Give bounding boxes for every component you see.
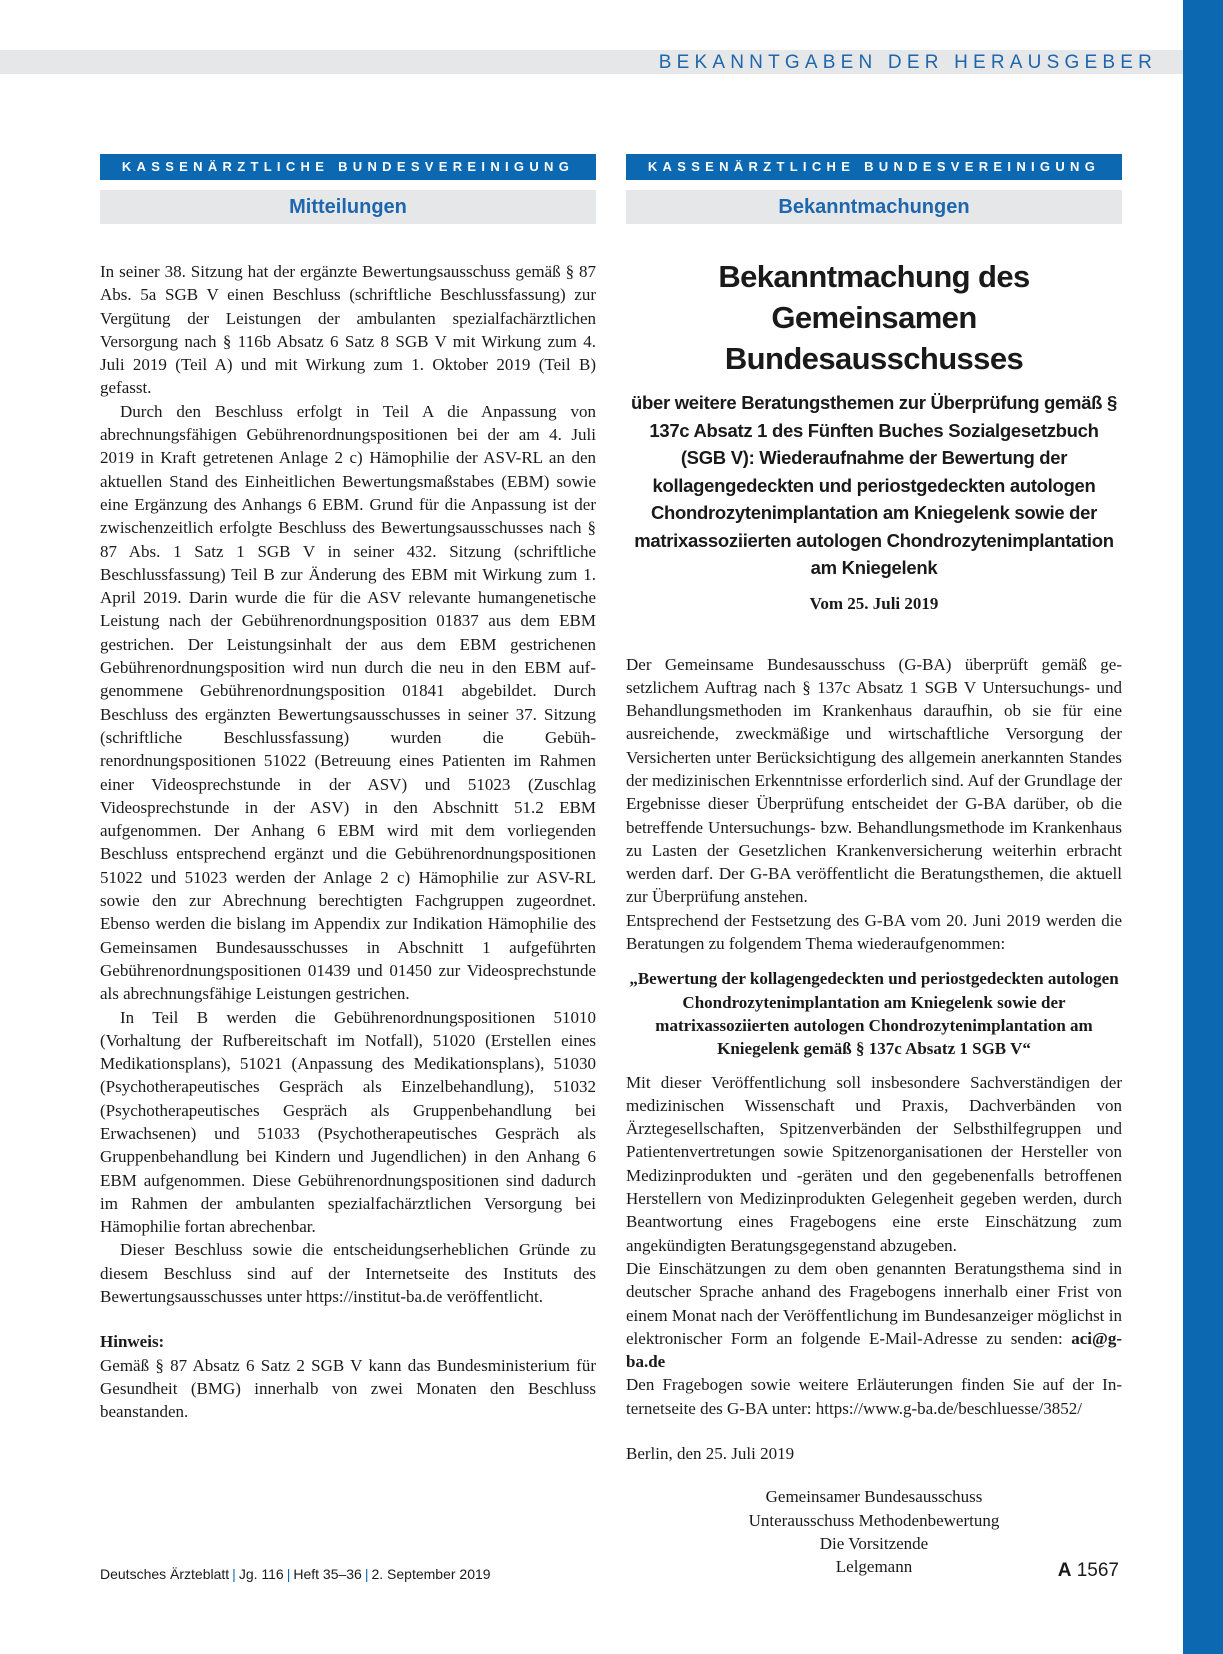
page-letter: A [1057,1560,1072,1581]
right-column [626,154,1122,1578]
announcement-headline: Bekanntmachung des Gemeinsamen Bundesausschusses [718,259,1030,376]
right-paragraph-1: Der Gemeinsame Bundesausschuss (G-BA) überprüft gemäß gesetzlichem Auftrag nach § 137c Absatz 1 SGB V Untersuchungs- und Behandlungsmethoden im Krankenhaus daraufhin, ob sie für eine ausreichende, zweckmäßige und wirtschaftliche Versorgung der Versicherten unter Berücksichtigung des allgemein anerkannten Standes der medizinischen Erkenntnisse erforderlich sind. Auf der Grundlage der Ergebnisse dieser Überprüfung entscheidet der G-BA darüber, ob die betreffende Untersuchungs- bzw. Behandlungsmethode im Krankenhaus zu Lasten der Gesetzlichen Krankenversicherung weiterhin erbracht werden darf. Der G-BA veröffentlicht die Beratungsthemen, die aktuell zur Überprüfung anstehen. [626,654,1122,907]
page-number [1058,1560,1119,1582]
left-paragraph-3: In Teil B werden die Gebührenordnungspositionen 51010 (Vorhaltung der Rufbereitschaft im Notfall), 51020 (Erstellen eines Medikationsplans), 51021 (Anpassung des Medikationsplans), 51030 (Psychotherapeutisches Gespräch als Einzelbehandlung), 51032 (Psychotherapeutisches Gespräch als Gruppenbehandlung bei Erwachsenen) und 51033 (Psychotherapeutisches Gespräch als Gruppenbehandlung bei Kindern und Jugendlichen) in den Anhang 6 EBM aufgenommen. Diese Gebührenordnungspositionen sind dadurch im Rahmen der ambulanten spezialfachärztlichen Versorgung bei Hämophilie fortan abrechenbar. [100,1007,596,1237]
footer-separator: | [232,1566,236,1582]
signature-line-4: Lelgemann [835,1557,913,1577]
announcement-subheadline: über weitere Beratungsthemen zur Überprüfung gemäß § 137c Absatz 1 des Fünften Buches Sozialgesetzbuch (SGB V): Wiederaufnahme der Bewertung der kollagengedeckten und periostgedeckten autologen Chondrozytenimplantation am Kniegelenk sowie der matrixassoziierten autologen Chondrozytenimplantation am Kniegelenk [630,392,1118,578]
section-title: BEKANNTGABEN DER HERAUSGEBER [658,52,1157,73]
right-paragraph-3: Mit dieser Veröffentlichung soll insbesondere Sachverständigen der medizinischen Wissenschaft und Praxis, Dachverbänden von Ärztegesellschaften, Spitzenverbänden der Selbsthilfegruppen und Patientenvertretungen sowie Spitzenorganisationen der Hersteller von Medizinprodukten und -geräten und den gegebenenfalls betroffenen Herstellern von Medizinprodukten Gelegenheit gegeben werden, durch Beantwortung eines Fragebogens eine erste Einschätzung zum angekündigten Beratungsgegenstand abzugeben. [626,1072,1122,1255]
left-paragraph-1: In seiner 38. Sitzung hat der ergänzte Bewertungsausschuss gemäß § 87 Abs. 5a SGB V einen Beschluss (schriftliche Beschlussfassung) zur Vergütung der Leistungen der ambulanten spezialfachärztlichen Versorgung nach § 116b Absatz 6 Satz 8 SGB V mit Wirkung zum 4. Juli 2019 (Teil A) und mit Wirkung zum 1. Oktober 2019 (Teil B) gefasst. [100,262,596,398]
announcement-date: Vom 25. Juli 2019 [809,593,939,613]
right-paragraph-2: Entsprechend der Festsetzung des G-BA vom 20. Juni 2019 werden die Beratungen zu folgendem Thema wiederaufgenommen: [626,910,1122,954]
left-column [100,154,596,1424]
edge-stripe [1183,0,1223,1654]
place-date: Berlin, den 25. Juli 2019 [626,1444,795,1463]
hinweis-text: Gemäß § 87 Absatz 6 Satz 2 SGB V kann das Bundesministerium für Gesundheit (BMG) innerhalb von zwei Monaten den Beschluss beanstanden. [100,1355,596,1422]
email-address: aci@g-ba.de [626,1328,1122,1372]
signature-line-3: Die Vorsitzende [819,1533,929,1553]
signature-line-1: Gemeinsamer Bundesausschuss [765,1487,983,1507]
footer-volume: Jg. 116 [238,1566,284,1582]
footer-journal: Deutsches Ärzteblatt [100,1566,230,1582]
signature-block [626,1485,1122,1578]
hinweis-title: Hinweis: [100,1332,165,1352]
left-category-bar: Mitteilungen [100,190,596,224]
left-article-body [100,260,596,1308]
left-paragraph-2: Durch den Beschluss erfolgt in Teil A die Anpassung von abrechnungsfähigen Gebührenordnungspositionen bei der am 4. Juli 2019 in Kraft getretenen Anlage 2 c) Hämophilie der ASV-RL an den aktuellen Stand des Einheitlichen Bewertungsmaßstabes (EBM) sowie eine Ergänzung des Anhangs 6 EBM. Grund für die Anpassung ist der zwischenzeitlich erfolgte Beschluss des Bewertungsausschusses nach § 87 Abs. 1 Satz 1 SGB V in seiner 432. Sitzung (schriftliche Beschlussfassung) Teil B zur Änderung des EBM mit Wirkung zum 1. April 2019. Darin wurde die für die ASV relevante humangenetische Leistung nach der Gebührenordnungsposition 01837 aus dem EBM gestrichen. Der Leistungsinhalt der aus dem EBM gestrichenen Gebührenordnungsposition wird nun durch die neu in den EBM aufgenommene Gebührenordnungsposition 01841 abgebildet. Durch Beschluss des ergänzten Bewertungsausschusses in seiner 37. Sitzung (schriftliche Beschlussfassung) wurden die Gebührenordnungspositionen 51022 (Betreuung eines Patienten im Rahmen einer Videosprechstunde in der ASV) und 51023 (Zuschlag Videosprechstunde in der ASV) in den Abschnitt 51.2 EBM aufgenommen. Der Anhang 6 EBM wird mit dem vorliegenden Beschluss entsprechend ergänzt und die Gebührenordnungspositionen 51022 und 51023 werden der Anlage 2 c) Hämophilie zur ASV-RL sowie den zur Abrechnung berechtigten Fachgruppen zugeordnet. Ebenso werden die bislang im Appendix zur Indikation Hämophilie des Gemeinsamen Bundesausschusses in Abschnitt 1 aufgeführten Gebührenordnungspositionen 01439 und 01450 zur Videosprechstunde als abrechnungsfähige Leistungen gestrichen. [100,401,596,1004]
right-paragraph-4-text: Die Einschätzungen zu dem oben genannten Beratungsthema sind in deutscher Sprache anhand des Fragebogens innerhalb einer Frist von einem Monat nach der Veröffentlichung im Bundesanzeiger möglichst in elektronischer Form an folgende E-Mail-Adresse zu senden: [626,1258,1122,1348]
footer-separator: | [286,1566,291,1582]
left-paragraph-4: Dieser Beschluss sowie die entscheidungserheblichen Gründe zu diesem Beschluss sind auf der Internetseite des Instituts des Bewertungsausschusses unter https://institut-ba.de veröffentlicht. [100,1240,596,1307]
left-organization-bar: KASSENÄRZTLICHE BUNDESVEREINIGUNG [100,154,596,180]
right-paragraph-4 [626,1257,1122,1373]
signature-line-2: Unterausschuss Methodenbewertung [748,1510,1000,1530]
footer-date: 2. September 2019 [371,1566,491,1582]
right-organization-bar: KASSENÄRZTLICHE BUNDESVEREINIGUNG [626,154,1122,180]
page-number-value: 1567 [1076,1560,1119,1581]
footer-issue: Heft 35–36 [293,1566,362,1582]
right-category-bar: Bekanntmachungen [626,190,1122,224]
consultation-topic: „Bewertung der kollagengedeckten und periostgedeckten autologen Chondrozytenimplantation am Kniegelenk sowie der matrixassoziierten autologen Chondrozytenimplantation am Kniegelenk gemäß § 137c Absatz 1 SGB V“ [629,969,1119,1059]
right-paragraph-5: Den Fragebogen sowie weitere Erläuterungen finden Sie auf der Internetseite des G-BA unter: https://www.g-ba.de/beschluesse/3852/ [626,1375,1122,1418]
footer-separator: | [364,1566,369,1582]
footer-citation [100,1566,491,1582]
